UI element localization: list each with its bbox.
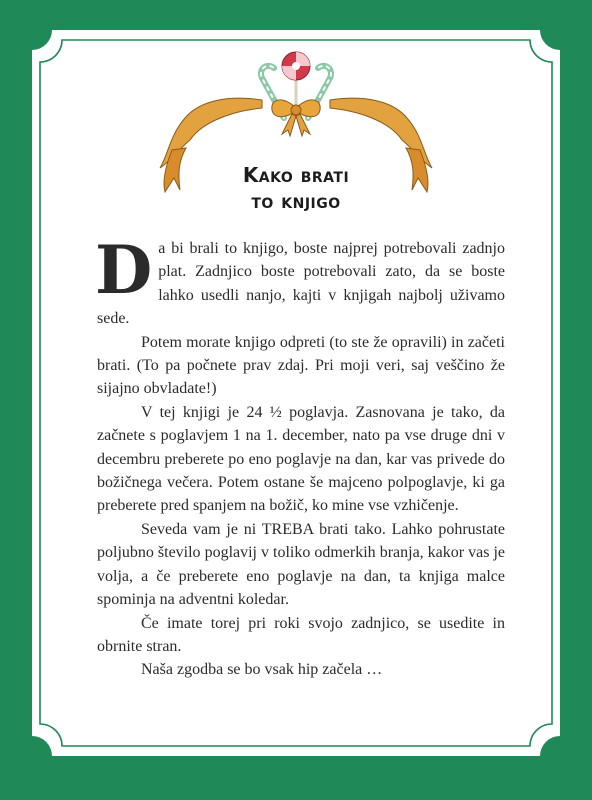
body-text (95, 231, 505, 682)
paragraph-2: Potem morate knjigo odpreti (to ste že opravili) in začeti brati. (To pa počnete prav zdaj. Pri moji veri, saj veščino že sijajno obvladate!) (97, 333, 505, 398)
paragraph-3: V tej knjigi je 24 ½ poglavja. Zasnovana je tako, da začnete s poglavjem 1 na 1. december, nato pa vse druge dni v decembru preberete po eno poglavje na dan, kar vas privede do božičnega večera. Potem ostane še majceno polpoglavje, ki ga preberete pred spanjem na božič, ko mine vse vzhičenje. (97, 403, 505, 515)
title-line-2: to knjigo (251, 189, 341, 213)
paragraph-1 (95, 231, 505, 331)
paragraph-4: Seveda vam je ni TREBA brati tako. Lahko pohrustate poljubno število poglavij v toliko odmerkih branja, kakor vas je volja, a če preberete eno poglavje na dan, ta knjiga malce spominja na adventni koledar. (97, 520, 505, 609)
page-title (0, 162, 592, 214)
title-line-1: Kako brati (242, 163, 350, 187)
drop-cap: D (95, 231, 153, 309)
paragraph-5: Če imate torej pri roki svojo zadnjico, se usedite in obrnite stran. (97, 614, 505, 655)
paragraph-1-text: a bi brali to knjigo, boste najprej potrebovali zadnjo plat. Zadnjico boste potrebovali zato, da se boste lahko usedli nanjo, kajti v knjigah najbolj uživamo sede. (97, 240, 505, 328)
paragraph-6: Naša zgodba se bo vsak hip začela … (141, 661, 383, 679)
